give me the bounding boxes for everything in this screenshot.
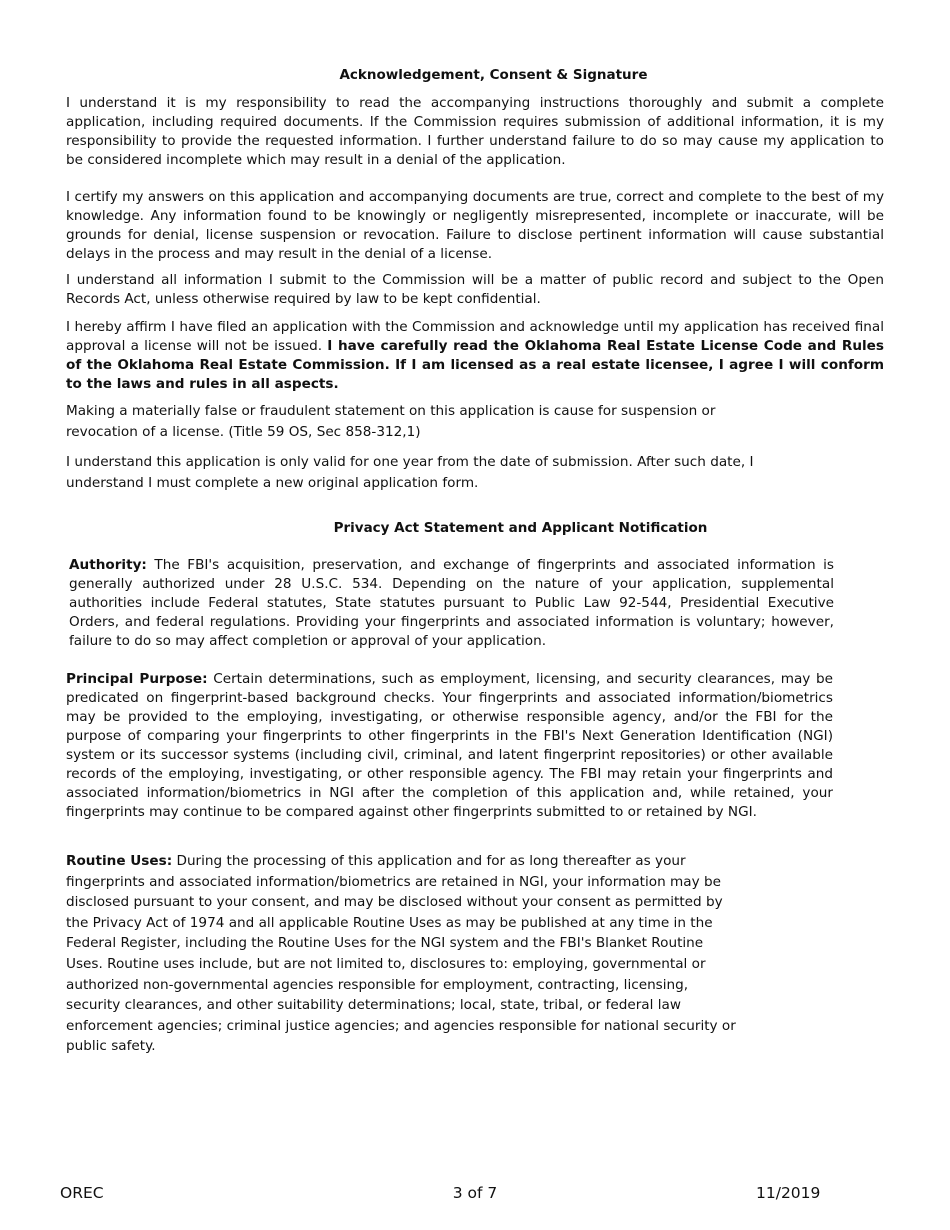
validity-line-1: I understand this application is only valid for one year from the date of submission. After such date, I [66, 454, 754, 470]
routine-uses-label: Routine Uses: [66, 853, 173, 869]
routine-uses-line: security clearances, and other suitability determinations; local, state, tribal, or federal law [66, 997, 681, 1014]
routine-uses-line: enforcement agencies; criminal justice agencies; and agencies responsible for national security or [66, 1017, 736, 1034]
routine-uses-line: Federal Register, including the Routine Uses for the NGI system and the FBI's Blanket Routine [66, 935, 704, 952]
routine-uses-line: Routine Uses: During the processing of this application and for as long thereafter as your [66, 853, 686, 869]
responsibility-paragraph: I understand it is my responsibility to read the accompanying instructions thoroughly and submit a complete application, including required documents. If the Commission requires submission of additional information, it is my responsibility to provide the requested information. I further understand failure to do so may cause my application to be considered incomplete which may result in a denial of the application. [66, 95, 884, 168]
routine-uses-line: fingerprints and associated information/biometrics are retained in NGI, your information may be [66, 873, 721, 890]
footer-agency: OREC [60, 1184, 104, 1202]
acknowledgement-heading: Acknowledgement, Consent & Signature [339, 67, 648, 83]
routine-uses-paragraph [66, 851, 926, 1057]
routine-uses-line: Uses. Routine uses include, but are not limited to, disclosures to: employing, governmental or [66, 955, 706, 972]
principal-purpose-text: Certain determinations, such as employment, licensing, and security clearances, may be predicated on fingerprint-based background checks. Your fingerprints and associated information/biometrics may be provided to the employing, investigating, or otherwise responsible agency, and/or the FBI for the purpose of comparing your fingerprints to other fingerprints in the FBI's Next Generation Identification (NGI) system or its successor systems (including civil, criminal, and latent fingerprint repositories) or other available records of the employing, investigating, or other responsible agency. The FBI may retain your fingerprints and associated information/biometrics in NGI after the completion of this application and, while retained, your fingerprints may continue to be compared against other fingerprints submitted to or retained by NGI. [66, 671, 833, 820]
public-record-paragraph: I understand all information I submit to the Commission will be a matter of public record and subject to the Open Records Act, unless otherwise required by law to be kept confidential. [66, 272, 884, 307]
principal-purpose-label: Principal Purpose: [66, 671, 208, 687]
validity-paragraph [66, 452, 906, 493]
false-statement-line-1: Making a materially false or fraudulent statement on this application is cause for suspension or [66, 403, 716, 419]
validity-line-2: understand I must complete a new original application form. [66, 474, 479, 491]
affirmation-paragraph [66, 318, 884, 394]
authority-paragraph [69, 556, 834, 651]
privacy-act-heading: Privacy Act Statement and Applicant Notification [333, 520, 708, 536]
certification-paragraph: I certify my answers on this application and accompanying documents are true, correct and complete to the best of my knowledge. Any information found to be knowingly or negligently misrepresented, incomplete or inaccurate, will be grounds for denial, license suspension or revocation. Failure to disclose pertinent information will cause substantial delays in the process and may result in the denial of a license. [66, 189, 884, 262]
affirmation-bold-text: I have carefully read the Oklahoma Real Estate License Code and Rules of the Oklahoma Real Estate Commission. If I am licensed as a real estate licensee, I agree I will conform to the laws and rules in all aspects. [66, 338, 884, 392]
routine-uses-line: public safety. [66, 1038, 156, 1055]
authority-text: The FBI's acquisition, preservation, and exchange of fingerprints and associated information is generally authorized under 28 U.S.C. 534. Depending on the nature of your application, supplemental authorities include Federal statutes, State statutes pursuant to Public Law 92-544, Presidential Executive Orders, and federal regulations. Providing your fingerprints and associated information is voluntary; however, failure to do so may affect completion or approval of your application. [69, 557, 834, 649]
false-statement-line-2: revocation of a license. (Title 59 OS, Sec 858-312,1) [66, 423, 421, 440]
footer-revision-date: 11/2019 [756, 1184, 821, 1202]
affirmation-text: I hereby affirm I have filed an application with the Commission and acknowledge until my application has received final approval a license will not be issued. [66, 319, 884, 354]
authority-label: Authority: [69, 557, 147, 573]
routine-uses-line: the Privacy Act of 1974 and all applicable Routine Uses as may be published at any time in the [66, 914, 713, 931]
false-statement-paragraph [66, 401, 906, 442]
routine-uses-line: disclosed pursuant to your consent, and may be disclosed without your consent as permitted by [66, 894, 723, 911]
footer-page-number: 3 of 7 [452, 1184, 498, 1202]
principal-purpose-paragraph [66, 670, 833, 822]
routine-uses-line: authorized non-governmental agencies responsible for employment, contracting, licensing, [66, 976, 689, 993]
